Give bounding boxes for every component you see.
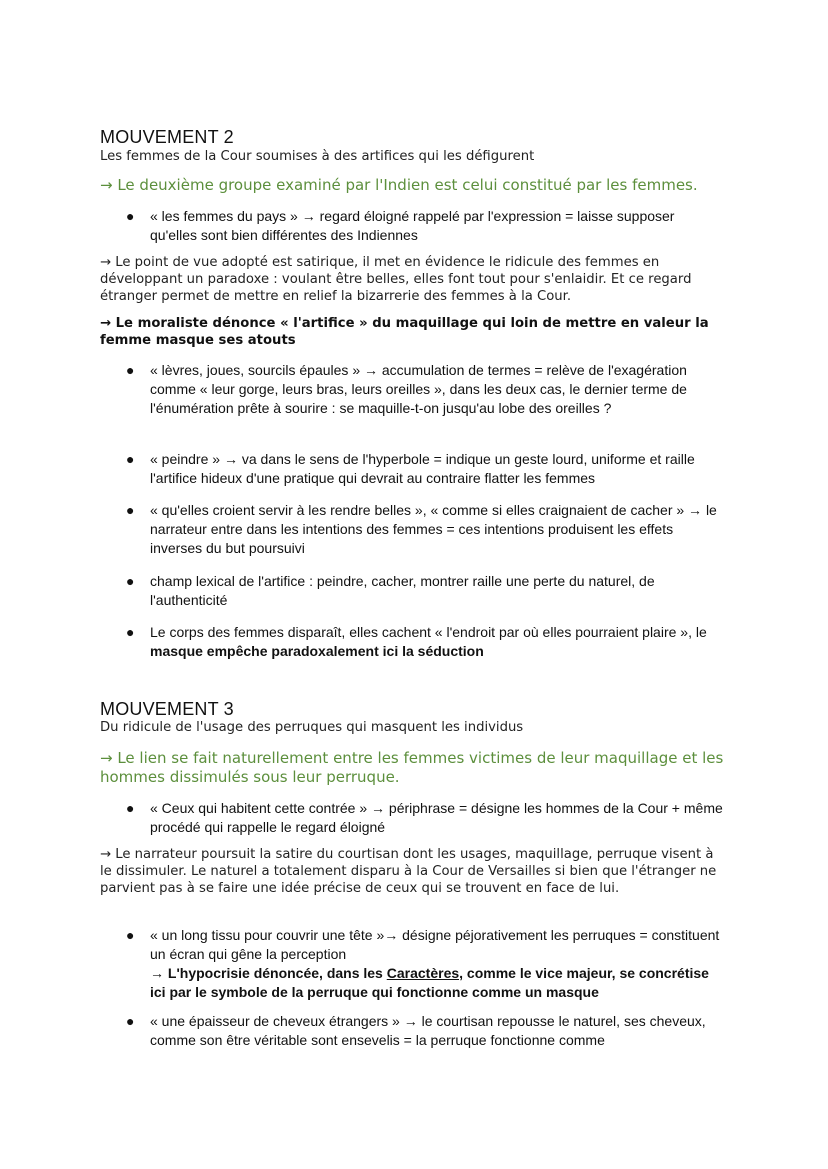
m3-bullet-2-text: « un long tissu pour couvrir une tête »→ désigne péjorativement les perruques = constituent un écran qui gêne la perception bbox=[150, 927, 720, 962]
m3-bullet-2-bold bbox=[150, 964, 725, 1002]
m2-title: MOUVEMENT 2 bbox=[100, 127, 234, 147]
m3-subtitle: Du ridicule de l'usage des perruques qui masquent les individus bbox=[100, 720, 524, 735]
m2-bullet-6 bbox=[150, 623, 725, 661]
bullet-icon: ● bbox=[126, 502, 135, 518]
m2-bullet-6-text: Le corps des femmes disparaît, elles cachent « l'endroit par où elles pourraient plaire », le bbox=[150, 624, 707, 640]
m3-bullet-2-bold-c: comme le vice majeur, se concrétise ici par le symbole de la perruque qui fonctionne comme un masque bbox=[150, 965, 709, 1000]
m2-bullet-4: « qu'elles croient servir à les rendre belles », « comme si elles craignaient de cacher » → le narrateur entre dans les intentions des femmes = ces intentions produisent les effets inverses du but poursuivi bbox=[150, 502, 717, 556]
bullet-icon: ● bbox=[126, 800, 135, 816]
bullet-icon: ● bbox=[126, 573, 135, 589]
bullet-icon: ● bbox=[126, 208, 135, 224]
m3-bullet-1: « Ceux qui habitent cette contrée » → périphrase = désigne les hommes de la Cour + même procédé qui rappelle le regard éloigné bbox=[150, 800, 723, 835]
m3-title: MOUVEMENT 3 bbox=[100, 699, 234, 719]
bullet-icon: ● bbox=[126, 451, 135, 467]
m2-bullet-1: « les femmes du pays » → regard éloigné rappelé par l'expression = laisse supposer qu'elles sont bien différentes des Indiennes bbox=[150, 208, 675, 243]
m3-paragraph-1: → Le narrateur poursuit la satire du courtisan dont les usages, maquillage, perruque visent à le dissimuler. Le naturel a totalement disparu à la Cour de Versailles si bien que l'étranger ne parvient pas à se faire une idée précise de ceux qui se trouvent en face de lui. bbox=[100, 847, 717, 896]
caracteres-link: Caractères, bbox=[386, 965, 464, 981]
m3-bullet-2-bold-a: → L'hypocrisie dénoncée, dans les bbox=[150, 965, 387, 981]
m2-subtitle: Les femmes de la Cour soumises à des artifices qui les défigurent bbox=[100, 149, 535, 164]
m2-paragraph-1: → Le point de vue adopté est satirique, il met en évidence le ridicule des femmes en développant un paradoxe : voulant être belles, elles font tout pour s'enlaidir. Et ce regard étranger permet de mettre en relief la bizarrerie des femmes à la Cour. bbox=[100, 255, 692, 304]
m2-bullet-3: « peindre » → va dans le sens de l'hyperbole = indique un geste lourd, uniforme et raille l'artifice hideux d'une pratique qui devrait au contraire flatter les femmes bbox=[150, 451, 695, 486]
m2-bullet-2: « lèvres, joues, sourcils épaules » → accumulation de termes = relève de l'exagération comme « leur gorge, leurs bras, leurs oreilles », dans les deux cas, le dernier terme de l'énumération prête à sourire : se maquille-t-on jusqu'au lobe des oreilles ? bbox=[150, 362, 687, 416]
m3-bullet-3: « une épaisseur de cheveux étrangers » → le courtisan repousse le naturel, ses cheveux, comme son être véritable sont ensevelis = la perruque fonctionne comme bbox=[150, 1013, 706, 1048]
m3-bullet-2 bbox=[150, 926, 725, 1002]
m2-paragraph-2: → Le moraliste dénonce « l'artifice » du maquillage qui loin de mettre en valeur la femme masque ses atouts bbox=[100, 316, 709, 348]
m2-bullet-6-bold: masque empêche paradoxalement ici la séduction bbox=[150, 643, 484, 659]
bullet-icon: ● bbox=[126, 624, 135, 640]
bullet-icon: ● bbox=[126, 362, 135, 378]
bullet-icon: ● bbox=[126, 927, 135, 943]
m2-bullet-5: champ lexical de l'artifice : peindre, cacher, montrer raille une perte du naturel, de l'authenticité bbox=[150, 573, 655, 608]
m2-green-statement: → Le deuxième groupe examiné par l'Indien est celui constitué par les femmes. bbox=[100, 176, 698, 194]
bullet-icon: ● bbox=[126, 1013, 135, 1029]
m3-green-statement: → Le lien se fait naturellement entre les femmes victimes de leur maquillage et les hommes dissimulés sous leur perruque. bbox=[100, 749, 724, 786]
